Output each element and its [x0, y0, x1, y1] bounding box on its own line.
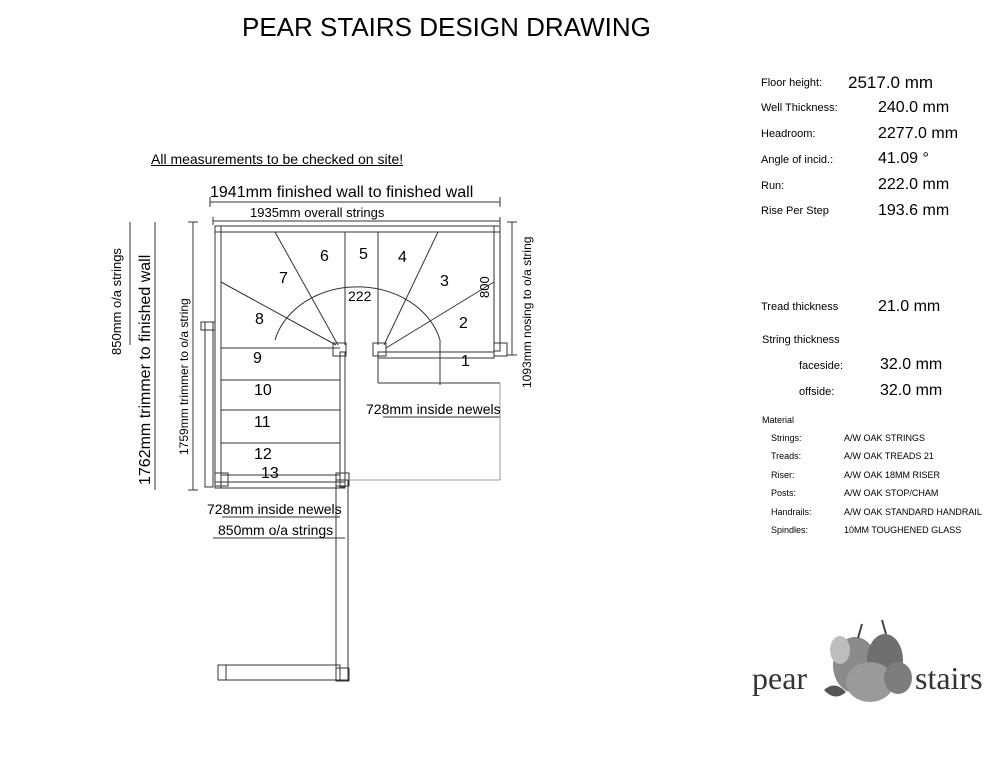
material-value-posts: A/W OAK STOP/CHAM	[844, 488, 939, 498]
dim-overall-strings: 1935mm overall strings	[250, 205, 385, 220]
spec-value-run: 222.0 mm	[878, 176, 950, 193]
step-number: 1	[461, 353, 470, 370]
material-value-handrails: A/W OAK STANDARD HANDRAIL	[844, 507, 982, 517]
material-heading: Material	[762, 415, 795, 425]
material-label-strings: Strings:	[771, 433, 802, 443]
logo-text-pear: pear	[752, 660, 808, 696]
step-number: 10	[254, 382, 272, 399]
spec-value-tread: 21.0 mm	[878, 298, 941, 315]
dim-1093-nosing: 1093mm nosing to o/a string	[520, 236, 534, 388]
material-label-riser: Riser:	[771, 470, 795, 480]
step-number: 3	[440, 273, 449, 290]
spec-label-angle: Angle of incid.:	[761, 154, 834, 166]
spec-label-faceside: faceside:	[799, 360, 844, 372]
step-number: 6	[320, 248, 329, 265]
newel-post	[336, 668, 349, 681]
top-string	[215, 226, 500, 232]
pear-stairs-logo	[740, 610, 990, 710]
spec-label-well-thickness: Well Thickness:	[761, 102, 838, 114]
spec-label-run: Run:	[761, 180, 785, 192]
spec-value-angle: 41.09 °	[878, 150, 929, 167]
dim-222: 222	[348, 288, 372, 304]
dim-850-oa-strings: 850mm o/a strings	[109, 248, 124, 355]
site-check-warning: All measurements to be checked on site!	[151, 151, 404, 167]
landing-string	[218, 665, 340, 680]
dim-finished-wall: 1941mm finished wall to finished wall	[210, 184, 474, 201]
spec-label-headroom: Headroom:	[761, 128, 816, 140]
bottom-string	[215, 482, 345, 488]
material-label-spindles: Spindles:	[771, 525, 809, 535]
material-value-strings: A/W OAK STRINGS	[844, 433, 926, 443]
dim-800: 800	[477, 276, 492, 298]
material-label-handrails: Handrails:	[771, 507, 812, 517]
spec-value-offside: 32.0 mm	[880, 382, 943, 399]
step-number: 5	[359, 246, 368, 263]
spec-label-string-thickness: String thickness	[762, 334, 840, 346]
logo-text-stairs: stairs	[915, 660, 983, 696]
drawing-title: PEAR STAIRS DESIGN DRAWING	[242, 12, 651, 42]
material-value-treads: A/W OAK TREADS 21	[844, 451, 934, 461]
dim-728-right: 728mm inside newels	[366, 401, 501, 417]
winder-tread	[384, 232, 438, 345]
material-label-posts: Posts:	[771, 488, 797, 498]
spec-value-well-thickness: 240.0 mm	[878, 99, 950, 116]
spec-label-offside: offside:	[799, 386, 835, 398]
right-string	[494, 226, 500, 351]
dim-1759-trimmer: 1759mm trimmer to o/a string	[177, 298, 191, 455]
step-number: 4	[398, 249, 407, 266]
spec-value-headroom: 2277.0 mm	[878, 125, 959, 142]
spec-value-rise: 193.6 mm	[878, 202, 950, 219]
trimmer	[205, 322, 213, 487]
left-string	[215, 226, 221, 488]
step-number: 13	[261, 465, 279, 482]
dim-728-bottom: 728mm inside newels	[207, 501, 342, 517]
step-number: 11	[254, 414, 271, 431]
spec-label-rise: Rise Per Step	[761, 205, 829, 217]
material-value-spindles: 10MM TOUGHENED GLASS	[844, 525, 962, 535]
spec-value-faceside: 32.0 mm	[880, 356, 943, 373]
step-number: 7	[279, 270, 288, 287]
spec-value-floor-height: 2517.0 mm	[848, 73, 934, 92]
step-number: 8	[255, 311, 264, 328]
step-number: 12	[254, 446, 272, 463]
dim-850-bottom: 850mm o/a strings	[218, 522, 334, 538]
step-number: 9	[253, 350, 262, 367]
spec-label-floor-height: Floor height:	[761, 77, 823, 89]
step-number: 2	[459, 315, 468, 332]
winder-tread	[221, 282, 336, 345]
material-value-riser: A/W OAK 18MM RISER	[844, 470, 941, 480]
spec-label-tread: Tread thickness	[761, 301, 839, 313]
material-label-treads: Treads:	[771, 451, 802, 461]
dim-1762-trimmer: 1762mm trimmer to finished wall	[137, 254, 154, 485]
